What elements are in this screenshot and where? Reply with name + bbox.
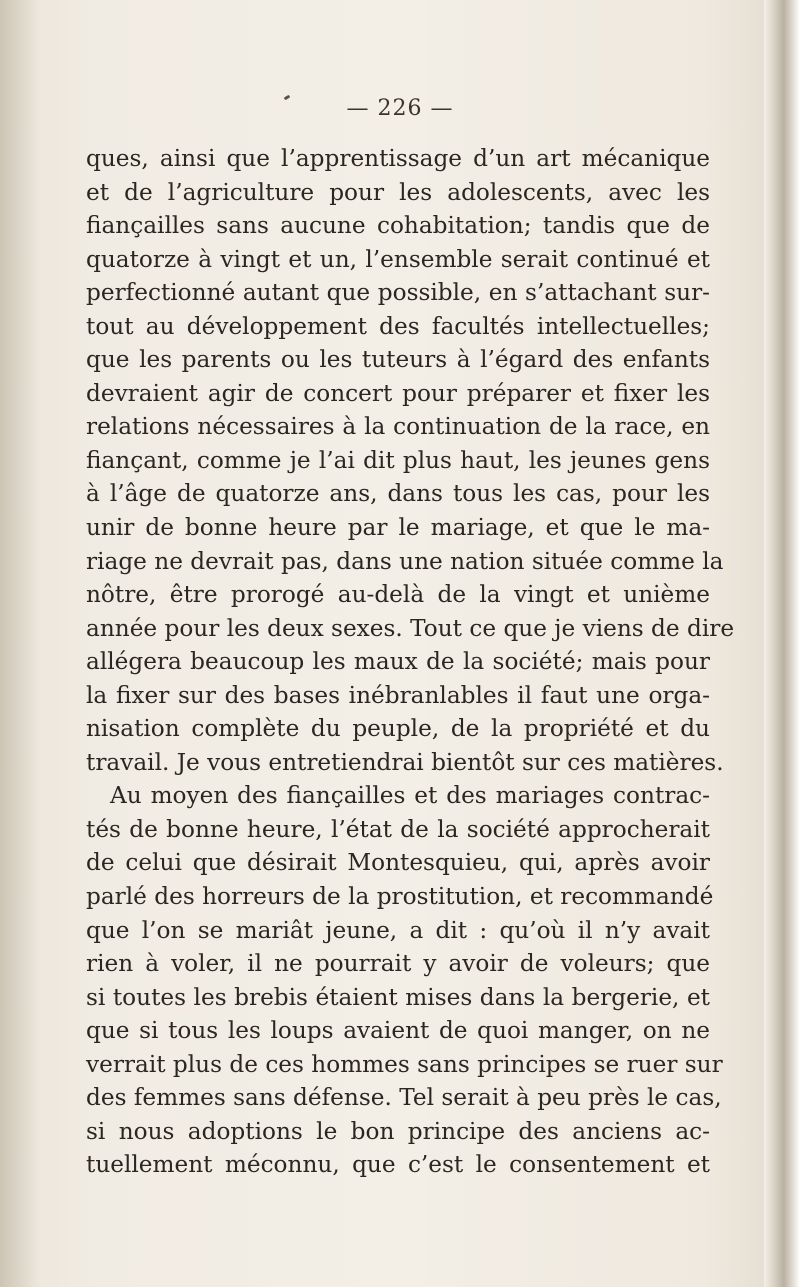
text-line: quatorze à vingt et un, l’ensemble serait continué et — [86, 245, 710, 273]
text-line: verrait plus de ces hommes sans principes se ruer sur — [86, 1050, 723, 1078]
text-line: relations nécessaires à la continuation de la race, en — [86, 413, 710, 441]
text-line: si toutes les brebis étaient mises dans la bergerie, et — [86, 983, 710, 1011]
page-number: — 226 — — [346, 96, 454, 121]
page-edge — [764, 0, 800, 1287]
text-line: travail. Je vous entretiendrai bientôt sur ces matières. — [86, 748, 724, 776]
text-line: nôtre, être prorogé au-delà de la vingt et unième — [86, 581, 710, 609]
text-line: fiançailles sans aucune cohabitation; tandis que de — [86, 212, 710, 240]
text-line: et de l’agriculture pour les adolescents, avec les — [86, 178, 710, 206]
text-line: la fixer sur des bases inébranlables il faut une orga- — [86, 681, 710, 709]
text-line: de celui que désirait Montesquieu, qui, après avoir — [86, 849, 710, 877]
text-line: fiançant, comme je l’ai dit plus haut, les jeunes gens — [86, 446, 710, 474]
text-line: perfectionné autant que possible, en s’attachant sur- — [86, 279, 710, 307]
text-line: que l’on se mariât jeune, a dit : qu’où il n’y avait — [86, 916, 710, 944]
text-line: riage ne devrait pas, dans une nation située comme la — [86, 547, 724, 575]
text-line: tés de bonne heure, l’état de la société approcherait — [86, 815, 710, 843]
text-line: nisation complète du peuple, de la propriété et du — [86, 715, 710, 743]
text-line: que si tous les loups avaient de quoi manger, on ne — [86, 1017, 710, 1045]
text-line: ques, ainsi que l’apprentissage d’un art mécanique — [86, 145, 710, 172]
text-line: si nous adoptions le bon principe des anciens ac- — [86, 1117, 710, 1145]
text-line: Au moyen des fiançailles et des mariages contrac- — [110, 782, 710, 810]
text-line: devraient agir de concert pour préparer et fixer les — [86, 379, 710, 407]
binding-shadow — [0, 0, 40, 1287]
text-line: parlé des horreurs de la prostitution, et recommandé — [86, 883, 714, 911]
text-line: tout au développement des facultés intellectuelles; — [86, 312, 710, 340]
text-line: année pour les deux sexes. Tout ce que je viens de dire — [86, 614, 735, 642]
text-line: unir de bonne heure par le mariage, et que le ma- — [86, 514, 710, 542]
text-line: à l’âge de quatorze ans, dans tous les cas, pour les — [86, 480, 710, 508]
text-line: rien à voler, il ne pourrait y avoir de voleurs; que — [86, 950, 710, 978]
text-line: tuellement méconnu, que c’est le consentement et — [86, 1151, 710, 1179]
body-text — [86, 142, 735, 1182]
text-line: que les parents ou les tuteurs à l’égard des enfants — [86, 346, 710, 374]
text-line: des femmes sans défense. Tel serait à peu près le cas, — [86, 1084, 722, 1112]
text-line: allégera beaucoup les maux de la société; mais pour — [86, 648, 710, 676]
